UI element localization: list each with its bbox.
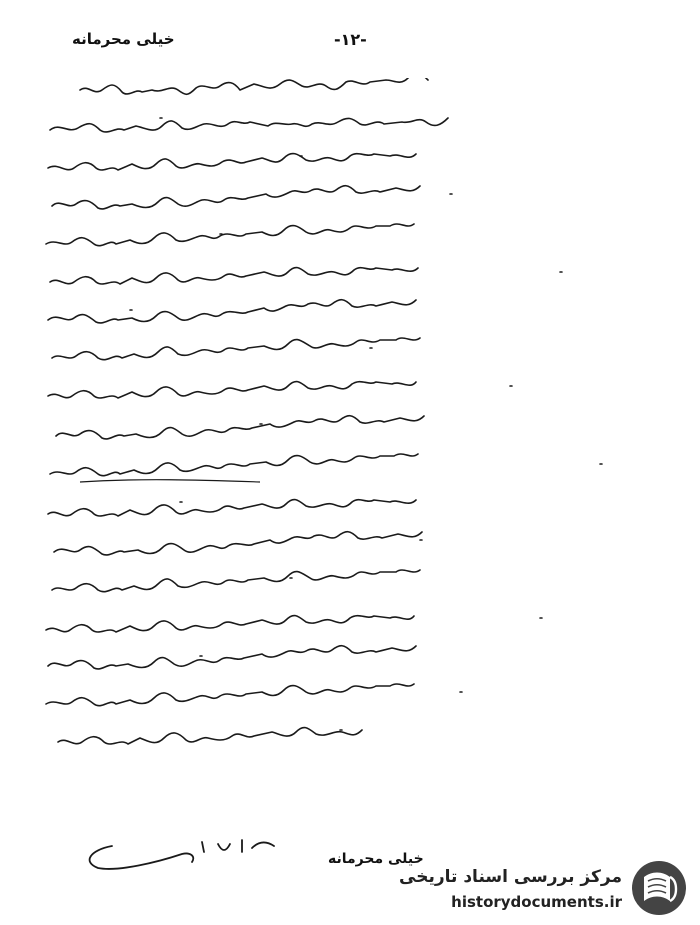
archive-name: مرکز بررسی اسناد تاریخی <box>399 867 622 887</box>
signature <box>82 826 282 876</box>
archive-watermark <box>332 857 692 919</box>
archive-url: historydocuments.ir <box>451 893 622 911</box>
classification-stamp-top: خیلی محرمانه <box>72 30 175 48</box>
classification-stamp-bottom: خیلی محرمانه <box>328 851 424 867</box>
handwritten-letter-body <box>40 78 680 798</box>
page-number: -۱۲- <box>334 30 367 49</box>
archive-logo-icon <box>630 859 688 917</box>
